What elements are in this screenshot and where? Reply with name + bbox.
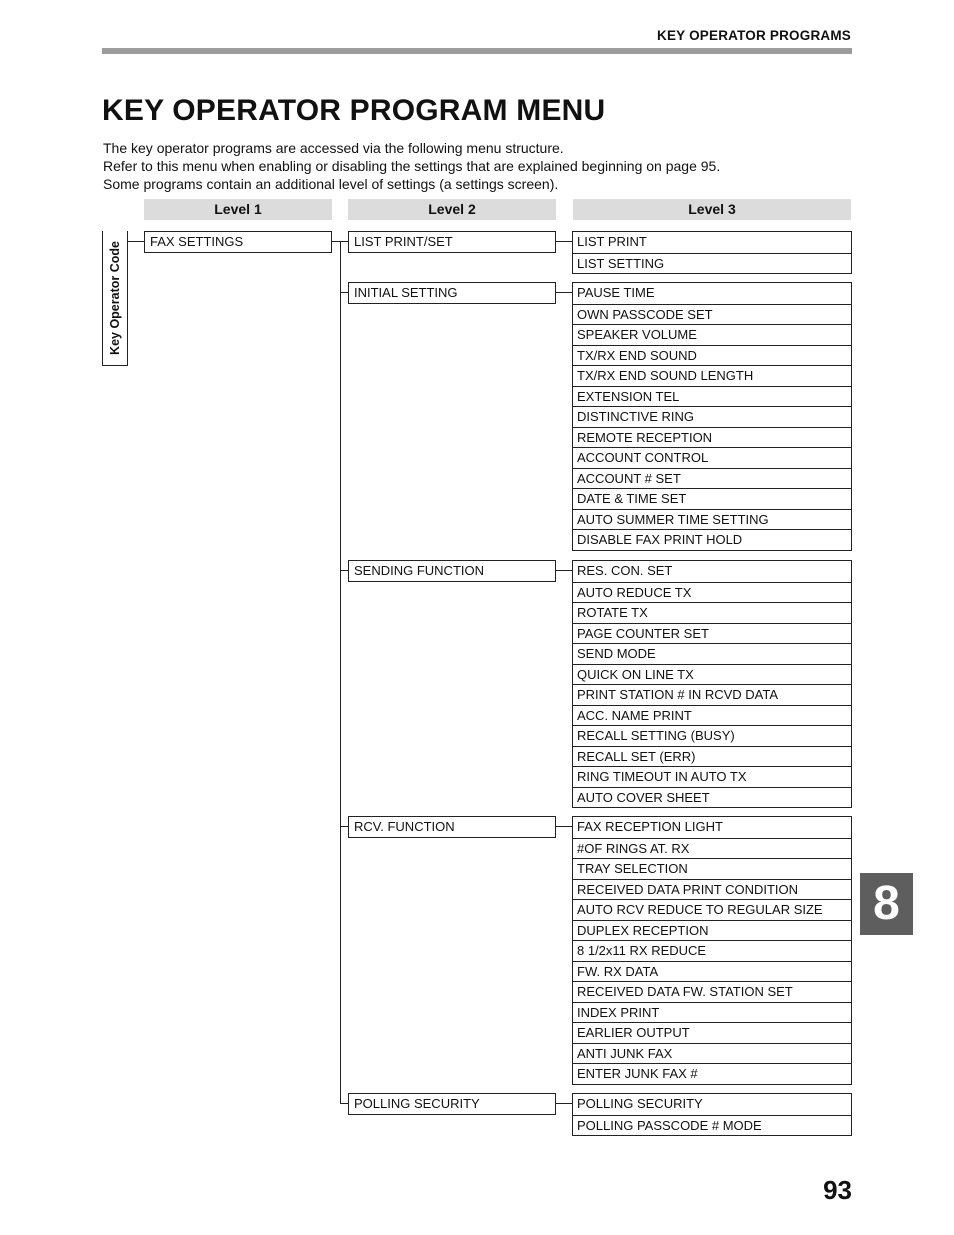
- level3-item: FAX RECEPTION LIGHT: [577, 819, 723, 834]
- level3-item: RECEIVED DATA FW. STATION SET: [573, 981, 851, 1002]
- branch-to-rcv-function: [340, 826, 348, 827]
- level3-item: ANTI JUNK FAX: [573, 1043, 851, 1064]
- level3-group-initial-setting: [572, 282, 852, 551]
- level3-item: ACC. NAME PRINT: [573, 705, 851, 726]
- level3-item: OWN PASSCODE SET: [573, 304, 851, 325]
- level3-item: TX/RX END SOUND: [573, 345, 851, 366]
- level3-group-polling-security: [572, 1093, 852, 1136]
- level2-initial-setting: INITIAL SETTING: [348, 282, 556, 304]
- level3-item: DUPLEX RECEPTION: [573, 920, 851, 941]
- level3-item: DISABLE FAX PRINT HOLD: [573, 529, 851, 550]
- level3-item: SEND MODE: [573, 643, 851, 664]
- branch-to-sending-function: [340, 570, 348, 571]
- level3-item: FW. RX DATA: [573, 961, 851, 982]
- level3-item: #OF RINGS AT. RX: [573, 838, 851, 859]
- intro-line-2: Refer to this menu when enabling or disabling the settings that are explained beginning on page 95.: [103, 158, 721, 174]
- level3-item: AUTO COVER SHEET: [573, 787, 851, 808]
- level2-sending-function: SENDING FUNCTION: [348, 560, 556, 582]
- level3-item: QUICK ON LINE TX: [573, 664, 851, 685]
- level3-item: POLLING PASSCODE # MODE: [573, 1115, 851, 1136]
- level3-item: ROTATE TX: [573, 602, 851, 623]
- level3-item: INDEX PRINT: [573, 1002, 851, 1023]
- level3-item: RES. CON. SET: [577, 563, 673, 578]
- level3-item: ENTER JUNK FAX #: [573, 1063, 851, 1084]
- level3-item: PRINT STATION # IN RCVD DATA: [573, 684, 851, 705]
- level2-trunk-line: [340, 241, 341, 1104]
- level3-item: REMOTE RECEPTION: [573, 427, 851, 448]
- level3-item: AUTO REDUCE TX: [573, 582, 851, 603]
- level3-item: 8 1/2x11 RX REDUCE: [573, 940, 851, 961]
- level3-item: EXTENSION TEL: [573, 386, 851, 407]
- level3-item: DATE & TIME SET: [573, 488, 851, 509]
- level3-item: RECALL SET (ERR): [573, 746, 851, 767]
- connector-code-to-level1: [128, 241, 144, 242]
- header-rule: [102, 48, 852, 54]
- level-3-header: Level 3: [573, 199, 851, 220]
- level2-rcv-function: RCV. FUNCTION: [348, 816, 556, 838]
- connector-sending-function-to-level3: [556, 570, 572, 571]
- level2-list-print-set: LIST PRINT/SET: [348, 231, 556, 253]
- level3-item: ACCOUNT CONTROL: [573, 447, 851, 468]
- branch-to-list-print-set: [340, 241, 348, 242]
- connector-list-print-set-to-level3: [556, 241, 572, 242]
- connector-initial-setting-to-level3: [556, 292, 572, 293]
- level3-group-rcv-function: [572, 816, 852, 1085]
- level3-group-sending-function: [572, 560, 852, 808]
- level2-polling-security: POLLING SECURITY: [348, 1093, 556, 1115]
- chapter-tab: 8: [860, 873, 913, 935]
- level3-item: SPEAKER VOLUME: [573, 324, 851, 345]
- branch-to-initial-setting: [340, 292, 348, 293]
- page-number: 93: [823, 1175, 852, 1205]
- level3-item: AUTO RCV REDUCE TO REGULAR SIZE: [573, 899, 851, 920]
- level3-item: RECEIVED DATA PRINT CONDITION: [573, 879, 851, 900]
- intro-line-1: The key operator programs are accessed via the following menu structure.: [103, 140, 564, 156]
- level-1-header: Level 1: [144, 199, 332, 220]
- running-header: KEY OPERATOR PROGRAMS: [657, 28, 851, 43]
- intro-line-3: Some programs contain an additional level of settings (a settings screen).: [103, 176, 559, 192]
- level3-item: PAUSE TIME: [577, 285, 655, 300]
- key-operator-code-label: [102, 231, 128, 366]
- connector-polling-security-to-level3: [556, 1103, 572, 1104]
- level-2-header: Level 2: [348, 199, 556, 220]
- level3-group-list-print-set: [572, 231, 852, 274]
- level3-item: EARLIER OUTPUT: [573, 1022, 851, 1043]
- level3-item: ACCOUNT # SET: [573, 468, 851, 489]
- level3-item: LIST PRINT: [577, 234, 647, 249]
- key-operator-code-text: Key Operator Code: [108, 241, 122, 355]
- level3-item: TRAY SELECTION: [573, 858, 851, 879]
- level3-item: RING TIMEOUT IN AUTO TX: [573, 766, 851, 787]
- level3-item: DISTINCTIVE RING: [573, 406, 851, 427]
- level3-item: RECALL SETTING (BUSY): [573, 725, 851, 746]
- level3-item: TX/RX END SOUND LENGTH: [573, 365, 851, 386]
- level3-item: PAGE COUNTER SET: [573, 623, 851, 644]
- branch-to-polling-security: [340, 1103, 348, 1104]
- level3-item: POLLING SECURITY: [577, 1096, 703, 1111]
- level3-item: AUTO SUMMER TIME SETTING: [573, 509, 851, 530]
- page-title: KEY OPERATOR PROGRAM MENU: [102, 94, 606, 127]
- connector-level1-out: [332, 241, 340, 242]
- connector-rcv-function-to-level3: [556, 826, 572, 827]
- level1-fax-settings: FAX SETTINGS: [144, 231, 332, 253]
- level3-item: LIST SETTING: [573, 253, 851, 274]
